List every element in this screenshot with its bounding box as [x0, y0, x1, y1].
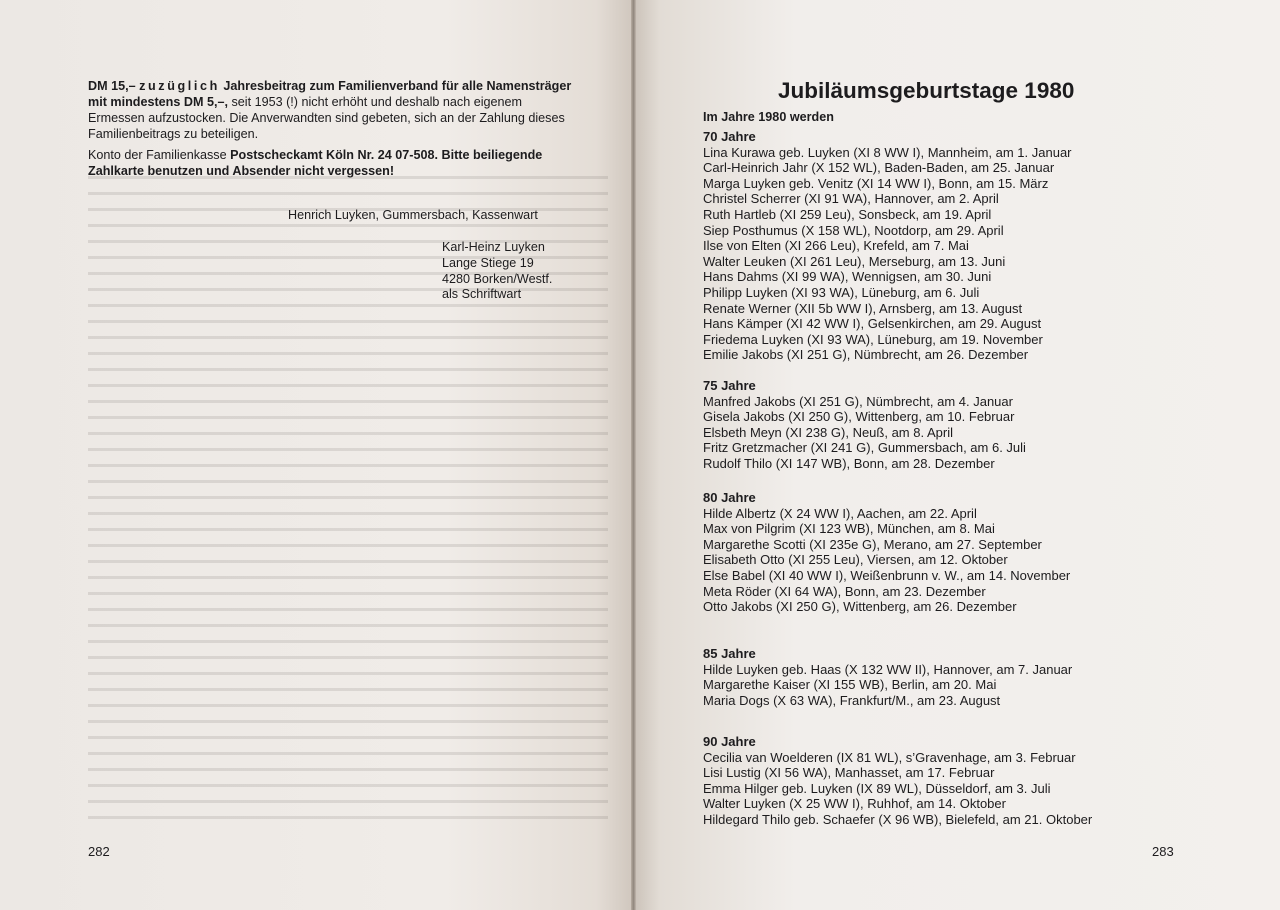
intro-line: Im Jahre 1980 werden: [703, 110, 834, 124]
birthday-entry: Hildegard Thilo geb. Schaefer (X 96 WB), Bielefeld, am 21. Oktober: [703, 811, 1093, 827]
birthday-entry: Elisabeth Otto (XI 255 Leu), Viersen, am 12. Oktober: [703, 552, 1008, 568]
page-number-left: 282: [88, 844, 110, 859]
group-heading: 90 Jahre: [703, 734, 756, 749]
birthday-entry: Otto Jakobs (XI 250 G), Wittenberg, am 26. Dezember: [703, 599, 1017, 615]
fee-membership: Jahresbeitrag zum Familienverband für alle Namensträger mit mindestens DM 5,–,: [88, 79, 572, 109]
birthday-group-90: [703, 734, 1092, 828]
fee-zuzueglich: zuzüglich: [139, 79, 220, 93]
secretary-city: 4280 Borken/Westf.: [442, 271, 553, 286]
birthday-entry: Carl-Heinrich Jahr (X 152 WL), Baden-Baden, am 25. Januar: [703, 160, 1055, 176]
birthday-entry: Else Babel (XI 40 WW I), Weißenbrunn v. W., am 14. November: [703, 567, 1071, 583]
birthday-entry: Hilde Albertz (X 24 WW I), Aachen, am 22. April: [703, 505, 977, 521]
group-heading: 85 Jahre: [703, 646, 756, 661]
birthday-entry: Margarethe Kaiser (XI 155 WB), Berlin, am 20. Mai: [703, 677, 997, 693]
birthday-entry: Walter Leuken (XI 261 Leu), Merseburg, am 13. Juni: [703, 253, 1006, 269]
birthday-entry: Gisela Jakobs (XI 250 G), Wittenberg, am 10. Februar: [703, 409, 1015, 425]
treasurer-signature: Henrich Luyken, Gummersbach, Kassenwart: [288, 208, 538, 222]
birthday-entry: Hilde Luyken geb. Haas (X 132 WW II), Hannover, am 7. Januar: [703, 661, 1073, 677]
fee-paragraph: [88, 78, 573, 142]
birthday-group-80: [703, 490, 1070, 615]
fee-amount: DM 15,–: [88, 79, 136, 93]
birthday-entry: Walter Luyken (X 25 WW I), Ruhhof, am 14. Oktober: [703, 796, 1006, 812]
birthday-entry: Margarethe Scotti (XI 235e G), Merano, am 27. September: [703, 536, 1042, 552]
page-title: Jubiläumsgeburtstage 1980: [778, 78, 1075, 103]
secretary-signature: [442, 240, 552, 303]
book-gutter: [631, 0, 636, 910]
birthday-group-70: [703, 129, 1072, 363]
group-heading: 75 Jahre: [703, 378, 756, 393]
secretary-role: als Schriftwart: [442, 287, 522, 302]
secretary-name: Karl-Heinz Luyken: [442, 240, 545, 254]
birthday-entry: Hans Kämper (XI 42 WW I), Gelsenkirchen, am 29. August: [703, 316, 1042, 332]
group-heading: 80 Jahre: [703, 490, 756, 505]
birthday-entry: Rudolf Thilo (XI 147 WB), Bonn, am 28. Dezember: [703, 455, 995, 471]
birthday-entry: Ruth Hartleb (XI 259 Leu), Sonsbeck, am 19. April: [703, 206, 992, 222]
birthday-group-75: [703, 378, 1026, 472]
birthday-entry: Meta Röder (XI 64 WA), Bonn, am 23. Dezember: [703, 583, 986, 599]
birthday-entry: Fritz Gretzmacher (XI 241 G), Gummersbach, am 6. Juli: [703, 440, 1026, 456]
account-label: Konto der Familienkasse: [88, 148, 227, 162]
birthday-entry: Ilse von Elten (XI 266 Leu), Krefeld, am 7. Mai: [703, 238, 969, 254]
birthday-entry: Maria Dogs (X 63 WA), Frankfurt/M., am 23. August: [703, 692, 1001, 708]
left-page: [0, 0, 634, 910]
account-paragraph: [88, 147, 573, 179]
birthday-group-85: [703, 646, 1072, 708]
birthday-entry: Philipp Luyken (XI 93 WA), Lüneburg, am 6. Juli: [703, 284, 980, 300]
birthday-entry: Hans Dahms (XI 99 WA), Wennigsen, am 30. Juni: [703, 269, 992, 285]
page-number-right: 283: [1152, 844, 1174, 859]
account-details: Postscheckamt Köln Nr. 24 07-508. Bitte beiliegende Zahlkarte benutzen und Absender nicht vergessen!: [88, 148, 543, 178]
birthday-entry: Max von Pilgrim (XI 123 WB), München, am 8. Mai: [703, 521, 995, 537]
birthday-entry: Marga Luyken geb. Venitz (XI 14 WW I), Bonn, am 15. März: [703, 175, 1049, 191]
fee-explanation: seit 1953 (!) nicht erhöht und deshalb nach eigenem Ermessen aufzustocken. Die Anverwandten sind gebeten, sich an der Zahlung dieses Familienbeitrags zu beteiligen.: [88, 95, 565, 141]
birthday-entry: Friedema Luyken (XI 93 WA), Lüneburg, am 19. November: [703, 331, 1043, 347]
group-heading: 70 Jahre: [703, 129, 756, 144]
birthday-entry: Christel Scherrer (XI 91 WA), Hannover, am 2. April: [703, 191, 999, 207]
birthday-entry: Renate Werner (XII 5b WW I), Arnsberg, am 13. August: [703, 300, 1023, 316]
secretary-street: Lange Stiege 19: [442, 255, 534, 270]
birthday-entry: Lina Kurawa geb. Luyken (XI 8 WW I), Mannheim, am 1. Januar: [703, 144, 1072, 160]
birthday-entry: Cecilia van Woelderen (IX 81 WL), s’Gravenhage, am 3. Februar: [703, 749, 1076, 765]
birthday-entry: Elsbeth Meyn (XI 238 G), Neuß, am 8. April: [703, 424, 953, 440]
birthday-entry: Siep Posthumus (X 158 WL), Nootdorp, am 29. April: [703, 222, 1004, 238]
birthday-entry: Emilie Jakobs (XI 251 G), Nümbrecht, am 26. Dezember: [703, 347, 1029, 363]
birthday-entry: Emma Hilger geb. Luyken (IX 89 WL), Düsseldorf, am 3. Juli: [703, 780, 1051, 796]
fee-notice: [88, 78, 573, 184]
birthday-entry: Manfred Jakobs (XI 251 G), Nümbrecht, am 4. Januar: [703, 393, 1013, 409]
birthday-entry: Lisi Lustig (XI 56 WA), Manhasset, am 17. Februar: [703, 765, 995, 781]
